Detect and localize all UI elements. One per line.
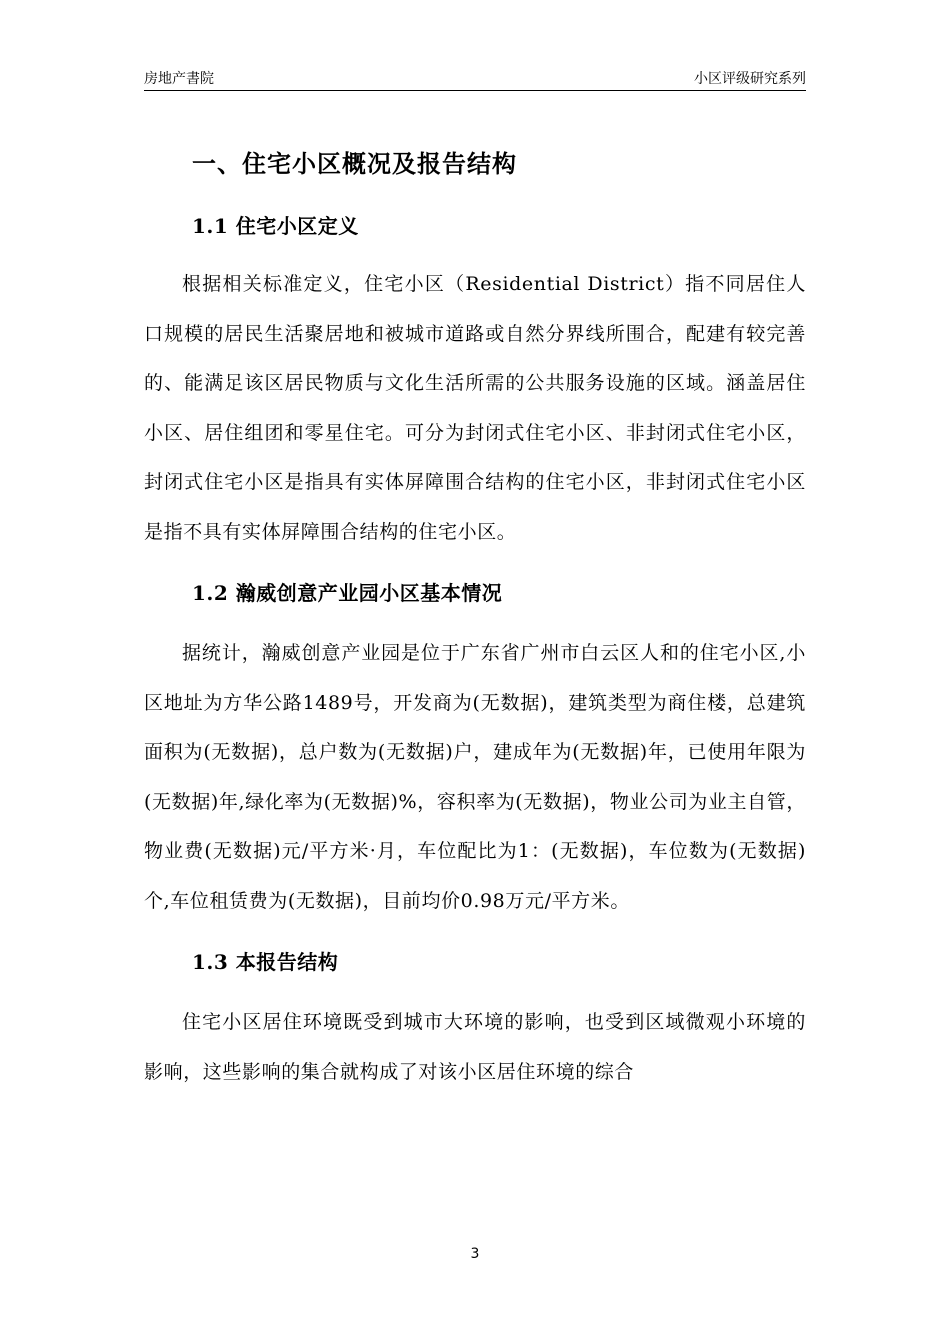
header-series-title: 小区评级研究系列 xyxy=(694,71,806,87)
section-title-1-1: 1.1 住宅小区定义 xyxy=(192,214,359,238)
section-paragraph-1-2: 据统计，瀚威创意产业园是位于广东省广州市白云区人和的住宅小区,小区地址为方华公路1489号，开发商为(无数据)，建筑类型为商住楼，总建筑面积为(无数据)，总户数为(无数据)户，建成年为(无数据)年，已使用年限为(无数据)年,绿化率为(无数据)%，容积率为(无数据)，物业公司为业主自管，物业费(无数据)元/平方米·月，车位配比为1：(无数据)，车位数为(无数据)个,车位租赁费为(无数据)，目前均价0.98万元/平方米。 xyxy=(144,642,806,912)
section-paragraph-1-3: 住宅小区居住环境既受到城市大环境的影响，也受到区域微观小环境的影响，这些影响的集合就构成了对该小区居住环境的综合 xyxy=(144,1011,806,1083)
page-content xyxy=(144,138,806,1097)
page-number: 3 xyxy=(470,1246,480,1262)
header-publisher: 房地产書院 xyxy=(144,71,214,87)
section-paragraph-1-1: 根据相关标准定义，住宅小区（Residential District）指不同居住人口规模的居民生活聚居地和被城市道路或自然分界线所围合，配建有较完善的、能满足该区居民物质与文化生活所需的公共服务设施的区域。涵盖居住小区、居住组团和零星住宅。可分为封闭式住宅小区、非封闭式住宅小区，封闭式住宅小区是指具有实体屏障围合结构的住宅小区，非封闭式住宅小区是指不具有实体屏障围合结构的住宅小区。 xyxy=(144,273,806,543)
chapter-title: 一、住宅小区概况及报告结构 xyxy=(192,149,517,178)
page-header xyxy=(144,66,806,91)
section-title-1-2: 1.2 瀚威创意产业园小区基本情况 xyxy=(192,581,503,605)
section-title-1-3: 1.3 本报告结构 xyxy=(192,950,339,974)
